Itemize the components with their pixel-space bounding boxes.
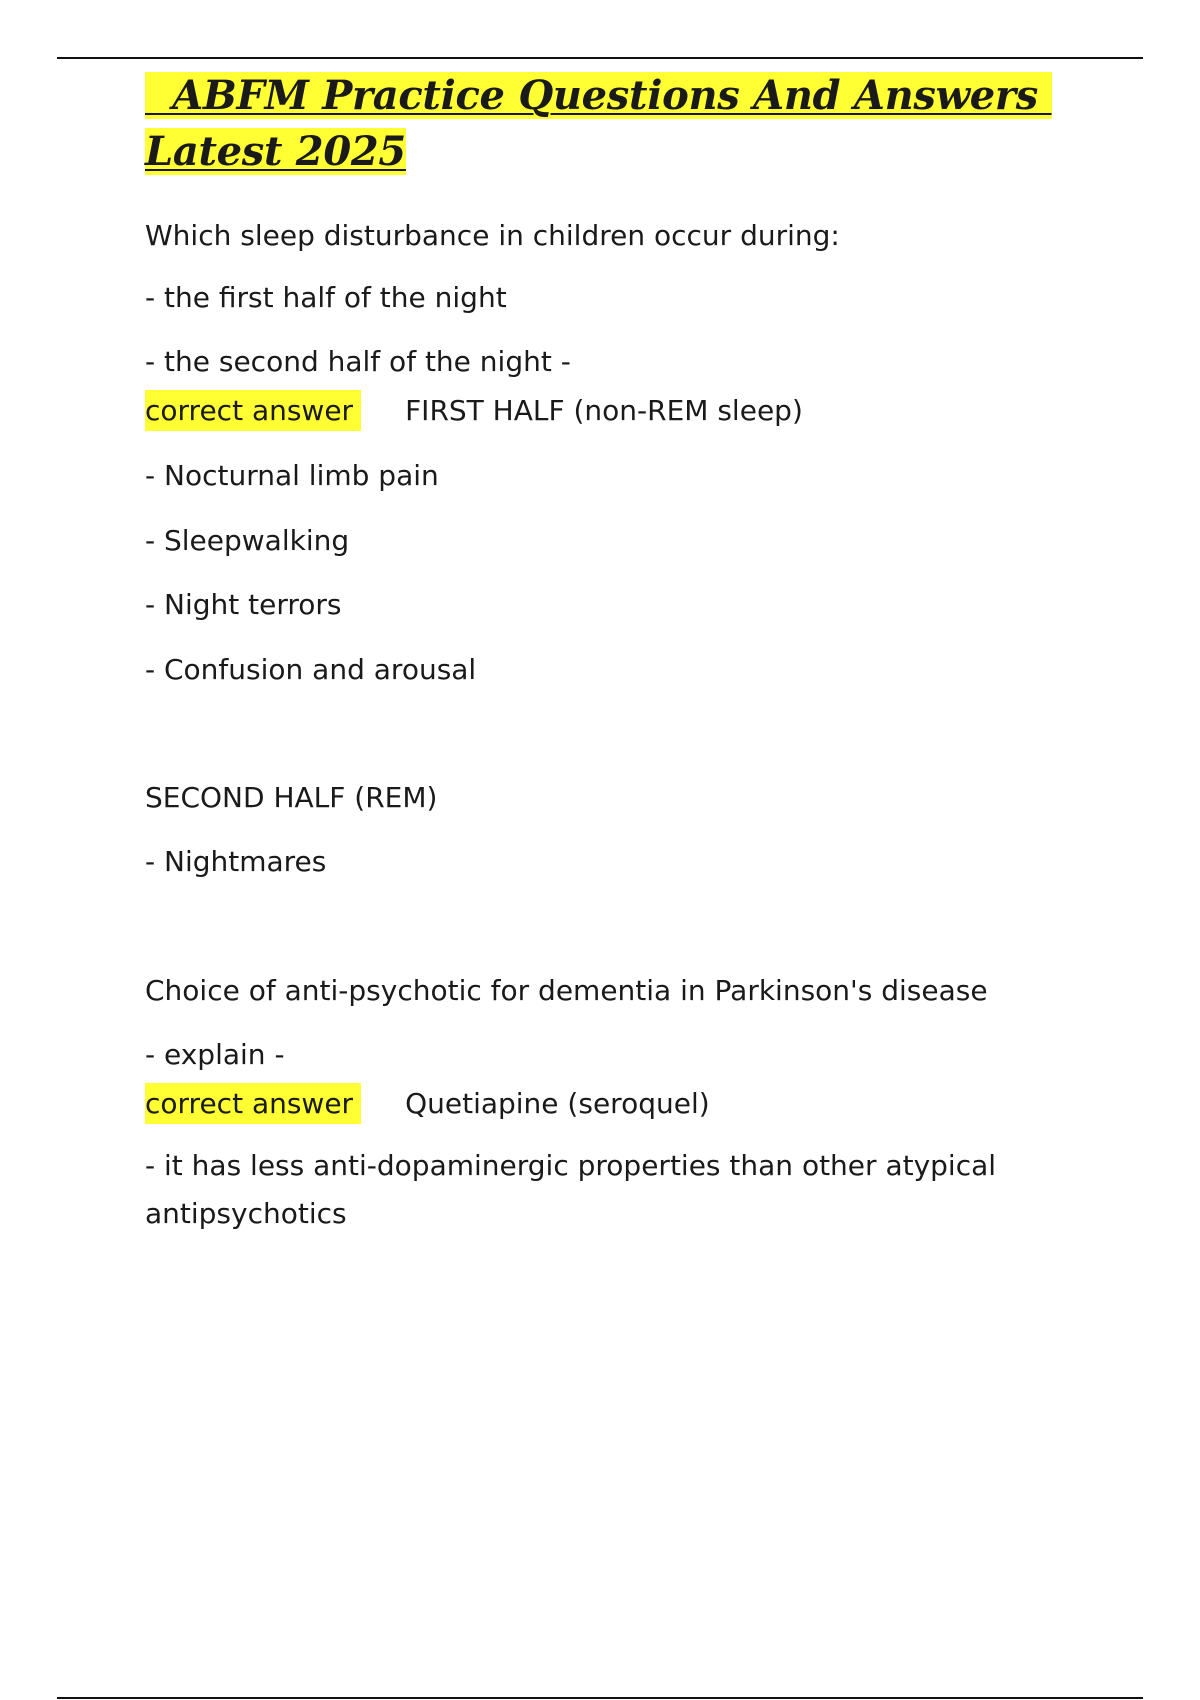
q2-answer-text: Quetiapine (seroquel) xyxy=(405,1087,710,1120)
top-rule xyxy=(57,57,1143,59)
q2-answer-label: correct answer xyxy=(145,1083,361,1124)
q1-first-half-item: - Sleepwalking xyxy=(145,524,350,557)
document-title xyxy=(145,68,1052,180)
q1-first-half-item: - Nocturnal limb pain xyxy=(145,459,439,492)
title-line-1: ABFM Practice Questions And Answers xyxy=(145,72,1052,119)
document-body xyxy=(145,68,1052,1230)
bottom-rule xyxy=(57,1697,1143,1699)
q2-explanation: - it has less anti-dopaminergic properties than other atypical antipsychotics xyxy=(145,1149,997,1230)
q1-question: Which sleep disturbance in children occur during: xyxy=(145,219,840,252)
q2-prompt: - explain - xyxy=(145,1038,285,1071)
q1-first-half-item: - Night terrors xyxy=(145,588,342,621)
q2-question: Choice of anti-psychotic for dementia in Parkinson's disease xyxy=(145,974,988,1007)
title-line-2: Latest 2025 xyxy=(145,128,406,175)
q1-answer-row xyxy=(145,393,803,429)
q1-option-1: - the first half of the night xyxy=(145,281,507,314)
q1-answer-label: correct answer xyxy=(145,390,361,431)
q1-option-2: - the second half of the night - xyxy=(145,345,571,378)
q1-first-half-item: - Confusion and arousal xyxy=(145,653,477,686)
q2-answer-row xyxy=(145,1086,710,1122)
q1-second-half-item: - Nightmares xyxy=(145,845,327,878)
q1-answer-text: FIRST HALF (non-REM sleep) xyxy=(405,394,803,427)
q1-second-half-heading: SECOND HALF (REM) xyxy=(145,781,438,814)
